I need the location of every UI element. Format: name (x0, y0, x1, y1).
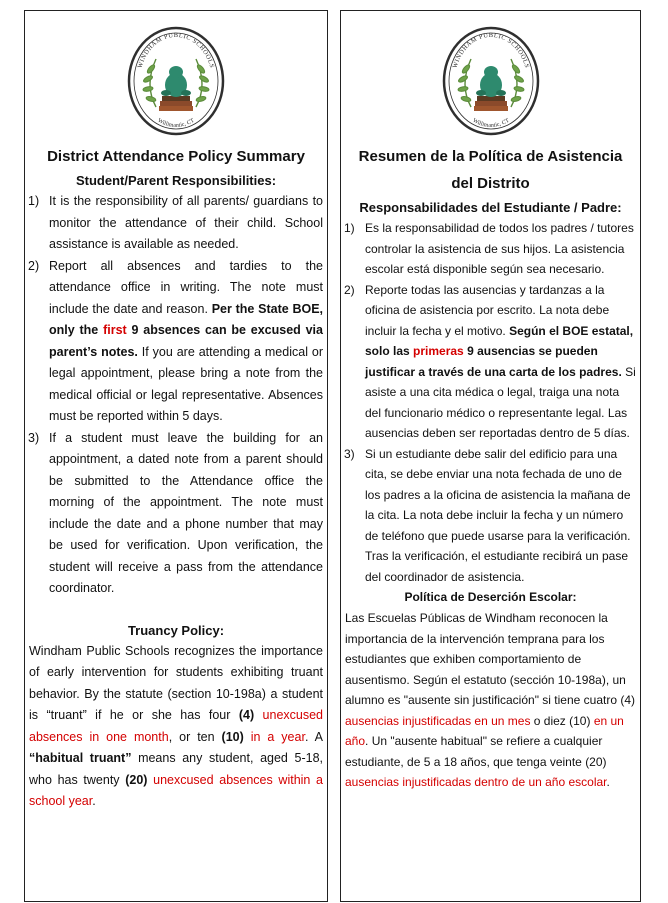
paragraph-text: , or ten (168, 729, 222, 744)
bold-text: (10) (221, 729, 244, 744)
item-text: Si asiste a una cita médica o legal, traiga una nota del funcionario médico o representante legal. Las ausencias deben ser reportadas dentro de 5 días. (365, 364, 636, 440)
highlighted-text: unexcused absences within a school year (29, 772, 323, 808)
item-text: Es la responsabilidad de todos los padres / tutores controlar la asistencia de sus hijos. La asistencia escolar está disponible según sea necesario. (365, 221, 634, 276)
paragraph-text: Windham Public Schools recognizes the importance of early intervention for students exhibiting truant behavior. By the statute (section 10-198a) a student is “truant” if he or she has four (29, 643, 323, 722)
list-item (341, 218, 640, 280)
paragraph-text: . (92, 794, 96, 808)
highlighted-text: ausencias injustificadas en un mes (345, 713, 531, 728)
seal-top-text: WINDHAM PUBLIC SCHOOLS (451, 31, 530, 70)
item-text: If you are attending a medical or legal appointment, please bring a note from the medical official or legal representative. Absences must be reported within 5 days. (49, 344, 323, 423)
item-text: Reporte todas las ausencias y tardanzas a la oficina de asistencia por escrito. La nota debe incluir la fecha y el motivo. (365, 282, 610, 338)
list-item (25, 428, 327, 600)
english-policy-panel (24, 10, 328, 902)
item-text: Si un estudiante debe salir del edificio para una cita, se debe enviar una nota fechada de uno de los padres a la oficina de asistencia la mañana de la cita. La nota debe incluir la fecha y un número de teléfono que puede usarse para la verificación. Tras la verificación, el estudiante recibirá un pase del coordinador de asistencia. (365, 446, 631, 584)
bold-text: 9 ausencias se pueden justificar a través de una carta de los padres. (365, 344, 622, 379)
truancy-heading: Política de Deserción Escolar: (404, 590, 577, 604)
item-number: 3) (28, 430, 40, 445)
list-item (25, 191, 327, 256)
item-number: 3) (344, 446, 355, 461)
item-number: 1) (28, 194, 40, 208)
item-text: Report all absences and tardies to the attendance office in writing. The note must include the date and reason. (49, 258, 323, 316)
highlighted-text: en un año (345, 713, 624, 748)
paragraph-text: Las Escuelas Públicas de Windham reconocen la importancia de la intervención temprana para los estudiantes que exhiben comportamiento de ausentismo. Según el estatuto (sección 10-198a), un alumno es "ausente sin justificación" si tiene cuatro (4) (345, 611, 635, 707)
highlighted-text: unexcused absences in one month (29, 708, 323, 744)
list-item (341, 444, 640, 588)
paragraph-text: o diez (10) (530, 713, 594, 728)
seal-top-text: WINDHAM PUBLIC SCHOOLS (136, 31, 216, 70)
item-number: 2) (344, 282, 355, 297)
bold-text: Según el BOE estatal, solo las (365, 323, 634, 358)
highlighted-text: ausencias injustificadas dentro de un año escolar (345, 775, 607, 789)
responsibility-list (25, 191, 327, 600)
paragraph-text: . (606, 775, 610, 789)
list-item (25, 256, 327, 428)
seal-bottom-text: Willimantic, CT (156, 117, 196, 129)
truancy-heading: Truancy Policy: (127, 622, 225, 638)
bold-text: Per the State BOE, only the (49, 301, 324, 337)
list-item (341, 280, 640, 444)
policy-title: District Attendance Policy Summary (47, 148, 305, 165)
highlighted-text: in a year (243, 729, 305, 744)
truancy-paragraph (341, 608, 640, 793)
policy-title: Resumen de la Política de Asistencia del Distrito (358, 148, 623, 192)
spanish-policy-panel (340, 10, 641, 902)
responsibilities-heading: Responsabilidades del Estudiante / Padre: (359, 200, 622, 215)
item-text: It is the responsibility of all parents/ guardians to monitor the attendance of their child. School assistance is available as needed. (49, 194, 323, 251)
responsibility-list (341, 218, 640, 587)
school-seal-logo (126, 25, 226, 137)
paragraph-text: . A (304, 729, 324, 744)
bold-text: (4) (238, 708, 255, 722)
item-text: If a student must leave the building for an appointment, a dated note from a parent should be submitted to the Attendance office the morning of the appointment. The note must include the date and a phone number that may be used for verification. Upon verification, the student will receive a pass from the attendance coordinator. (49, 430, 323, 595)
seal-bottom-text: Willimantic, CT (470, 117, 511, 129)
responsibilities-heading: Student/Parent Responsibilities: (75, 173, 277, 188)
bold-text: “habitual truant” (29, 751, 132, 765)
truancy-paragraph (25, 641, 327, 813)
bold-text: (20) (125, 772, 148, 787)
highlighted-text: primeras (413, 344, 464, 358)
paragraph-text: means any student, aged 5-18, who has twenty (29, 751, 323, 787)
paragraph-text: . Un "ausente habitual" se refiere a cualquier estudiante, de 5 a 18 años, que tenga veinte (20) (345, 734, 607, 769)
highlighted-text: first (103, 323, 127, 337)
item-number: 1) (344, 221, 355, 235)
school-seal-logo (441, 25, 541, 137)
bold-text: 9 absences can be excused via parent’s notes. (49, 323, 323, 359)
item-number: 2) (28, 258, 40, 273)
